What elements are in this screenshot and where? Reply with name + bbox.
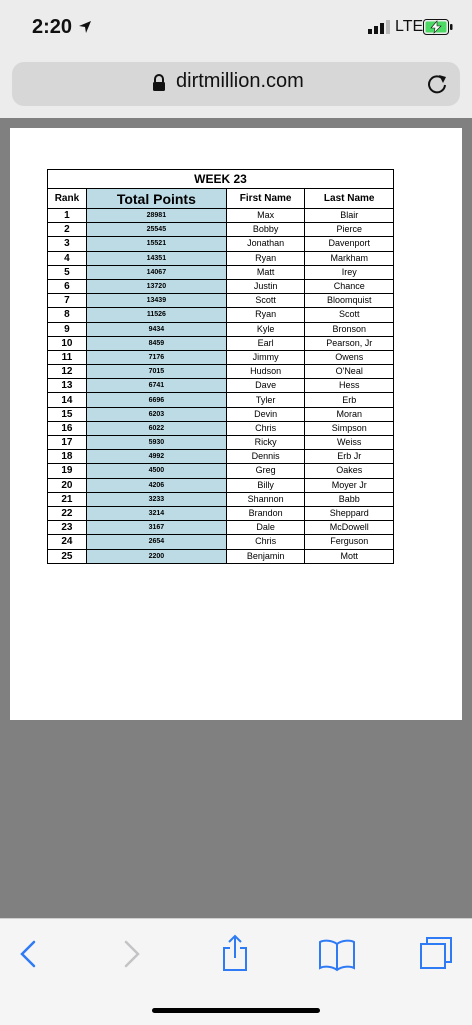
- points-cell: 8459: [86, 336, 226, 350]
- points-cell: 28981: [86, 209, 226, 223]
- rank-cell: 15: [48, 407, 87, 421]
- first-name-cell: Bobby: [226, 223, 305, 237]
- last-name-cell: Simpson: [305, 421, 394, 435]
- table-row: [48, 379, 394, 393]
- last-name-cell: Markham: [305, 251, 394, 265]
- tabs-icon[interactable]: [418, 934, 454, 974]
- table-row: [48, 209, 394, 223]
- rank-cell: 24: [48, 535, 87, 549]
- table-row: [48, 421, 394, 435]
- table-row: [48, 478, 394, 492]
- first-name-cell: Justin: [226, 279, 305, 293]
- book-icon[interactable]: [318, 934, 356, 974]
- first-name-cell: Max: [226, 209, 305, 223]
- battery-charging-icon: [423, 19, 453, 35]
- points-cell: 13720: [86, 279, 226, 293]
- last-name-cell: O'Neal: [305, 365, 394, 379]
- rank-cell: 13: [48, 379, 87, 393]
- last-name-cell: Erb: [305, 393, 394, 407]
- last-name-cell: Blair: [305, 209, 394, 223]
- first-name-cell: Jimmy: [226, 350, 305, 364]
- table-row: [48, 506, 394, 520]
- points-cell: 6203: [86, 407, 226, 421]
- last-name-cell: Pearson, Jr: [305, 336, 394, 350]
- table-row: [48, 223, 394, 237]
- header-rank: Rank: [48, 189, 87, 209]
- table-row: [48, 521, 394, 535]
- last-name-cell: Pierce: [305, 223, 394, 237]
- header-total-points: Total Points: [86, 189, 226, 209]
- location-arrow-icon: [78, 20, 92, 34]
- first-name-cell: Earl: [226, 336, 305, 350]
- url-text[interactable]: dirtmillion.com: [176, 70, 304, 92]
- rank-cell: 10: [48, 336, 87, 350]
- reload-icon[interactable]: [426, 72, 448, 94]
- points-cell: 3167: [86, 521, 226, 535]
- table-row: [48, 365, 394, 379]
- first-name-cell: Tyler: [226, 393, 305, 407]
- points-cell: 3233: [86, 492, 226, 506]
- table-row: [48, 308, 394, 322]
- first-name-cell: Shannon: [226, 492, 305, 506]
- home-indicator: [152, 1008, 320, 1013]
- rank-cell: 23: [48, 521, 87, 535]
- rank-cell: 2: [48, 223, 87, 237]
- table-row: [48, 492, 394, 506]
- rank-cell: 19: [48, 464, 87, 478]
- last-name-cell: Mott: [305, 549, 394, 563]
- last-name-cell: Moyer Jr: [305, 478, 394, 492]
- first-name-cell: Benjamin: [226, 549, 305, 563]
- first-name-cell: Matt: [226, 265, 305, 279]
- first-name-cell: Dave: [226, 379, 305, 393]
- rank-cell: 8: [48, 308, 87, 322]
- table-row: [48, 294, 394, 308]
- table-row: [48, 251, 394, 265]
- first-name-cell: Ryan: [226, 308, 305, 322]
- chevron-right-icon[interactable]: [120, 934, 144, 974]
- table-row: [48, 350, 394, 364]
- first-name-cell: Scott: [226, 294, 305, 308]
- first-name-cell: Jonathan: [226, 237, 305, 251]
- points-cell: 4206: [86, 478, 226, 492]
- last-name-cell: Davenport: [305, 237, 394, 251]
- first-name-cell: Kyle: [226, 322, 305, 336]
- header-first-name: First Name: [226, 189, 305, 209]
- points-cell: 3214: [86, 506, 226, 520]
- last-name-cell: Bloomquist: [305, 294, 394, 308]
- rank-cell: 5: [48, 265, 87, 279]
- status-time: 2:20: [32, 16, 73, 38]
- first-name-cell: Hudson: [226, 365, 305, 379]
- rank-cell: 9: [48, 322, 87, 336]
- points-cell: 4500: [86, 464, 226, 478]
- rank-cell: 22: [48, 506, 87, 520]
- points-cell: 11526: [86, 308, 226, 322]
- table-row: [48, 336, 394, 350]
- points-cell: 6741: [86, 379, 226, 393]
- last-name-cell: Bronson: [305, 322, 394, 336]
- table-row: [48, 265, 394, 279]
- last-name-cell: Oakes: [305, 464, 394, 478]
- points-cell: 15521: [86, 237, 226, 251]
- first-name-cell: Chris: [226, 421, 305, 435]
- table-row: [48, 535, 394, 549]
- rank-cell: 14: [48, 393, 87, 407]
- rank-cell: 4: [48, 251, 87, 265]
- first-name-cell: Chris: [226, 535, 305, 549]
- rank-cell: 1: [48, 209, 87, 223]
- rank-cell: 17: [48, 436, 87, 450]
- last-name-cell: Moran: [305, 407, 394, 421]
- last-name-cell: Owens: [305, 350, 394, 364]
- rank-cell: 3: [48, 237, 87, 251]
- first-name-cell: Ricky: [226, 436, 305, 450]
- carrier-label: LTE: [395, 18, 424, 35]
- table-row: [48, 393, 394, 407]
- last-name-cell: Irey: [305, 265, 394, 279]
- chevron-left-icon[interactable]: [16, 934, 40, 974]
- rank-cell: 6: [48, 279, 87, 293]
- table-row: [48, 549, 394, 563]
- last-name-cell: Scott: [305, 308, 394, 322]
- share-icon[interactable]: [220, 934, 250, 974]
- rank-cell: 11: [48, 350, 87, 364]
- last-name-cell: Weiss: [305, 436, 394, 450]
- table-row: [48, 436, 394, 450]
- last-name-cell: McDowell: [305, 521, 394, 535]
- rank-cell: 21: [48, 492, 87, 506]
- points-cell: 25545: [86, 223, 226, 237]
- rank-cell: 16: [48, 421, 87, 435]
- points-cell: 6696: [86, 393, 226, 407]
- last-name-cell: Babb: [305, 492, 394, 506]
- rank-cell: 20: [48, 478, 87, 492]
- points-cell: 13439: [86, 294, 226, 308]
- first-name-cell: Dale: [226, 521, 305, 535]
- points-cell: 2200: [86, 549, 226, 563]
- points-cell: 4992: [86, 450, 226, 464]
- last-name-cell: Sheppard: [305, 506, 394, 520]
- points-cell: 14351: [86, 251, 226, 265]
- points-cell: 7015: [86, 365, 226, 379]
- first-name-cell: Ryan: [226, 251, 305, 265]
- points-cell: 2654: [86, 535, 226, 549]
- table-row: [48, 407, 394, 421]
- table-row: [48, 450, 394, 464]
- rank-cell: 12: [48, 365, 87, 379]
- first-name-cell: Greg: [226, 464, 305, 478]
- last-name-cell: Erb Jr: [305, 450, 394, 464]
- last-name-cell: Hess: [305, 379, 394, 393]
- last-name-cell: Chance: [305, 279, 394, 293]
- header-last-name: Last Name: [305, 189, 394, 209]
- first-name-cell: Billy: [226, 478, 305, 492]
- points-cell: 5930: [86, 436, 226, 450]
- table-row: [48, 237, 394, 251]
- rank-cell: 7: [48, 294, 87, 308]
- signal-icon: [368, 20, 392, 34]
- table-row: [48, 464, 394, 478]
- points-cell: 9434: [86, 322, 226, 336]
- table-title: WEEK 23: [48, 170, 394, 189]
- lock-icon: [152, 74, 166, 92]
- table-row: [48, 279, 394, 293]
- rank-cell: 18: [48, 450, 87, 464]
- last-name-cell: Ferguson: [305, 535, 394, 549]
- header-row: [48, 189, 394, 209]
- first-name-cell: Brandon: [226, 506, 305, 520]
- points-cell: 7176: [86, 350, 226, 364]
- standings-table: [47, 169, 394, 564]
- first-name-cell: Dennis: [226, 450, 305, 464]
- points-cell: 14067: [86, 265, 226, 279]
- first-name-cell: Devin: [226, 407, 305, 421]
- table-row: [48, 322, 394, 336]
- rank-cell: 25: [48, 549, 87, 563]
- points-cell: 6022: [86, 421, 226, 435]
